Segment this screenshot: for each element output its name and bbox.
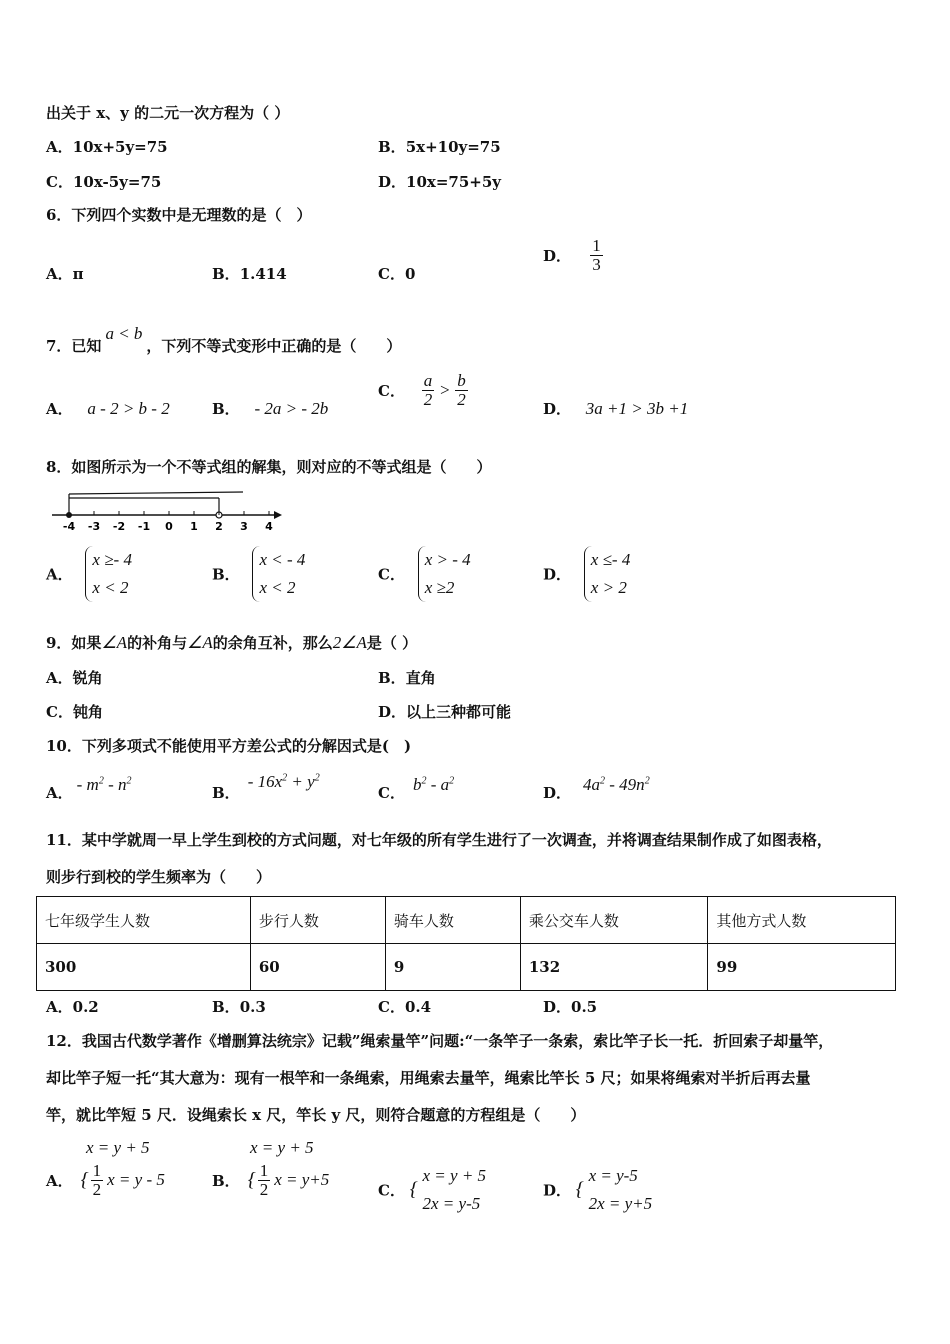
q6-option-d[interactable]: D． $\frac{1}{3}$ [543,236,601,274]
q10-option-b[interactable]: B．- $16x^2 + y^2$ [212,772,320,802]
tick-label: -3 [87,520,101,533]
q11-stem-line1: 11．某中学就周一早上学生到校的方式问题，对七年级的所有学生进行了一次调查，并将调查结果制作成了如图表格， [46,831,832,849]
q9-option-b[interactable]: B．直角 [378,669,436,687]
q11-stem-line2: 则步行到校的学生频率为（ ） [46,868,272,886]
q7-condition: a < b [105,324,143,343]
q11-option-c[interactable]: C．0.4 [378,998,432,1016]
number-line [50,488,290,534]
q5-option-c[interactable]: C．10x-5y=75 [46,173,162,191]
q12-stem-line3: 竿，就比竿短 5 尺．设绳索长 x 尺，竿长 y 尺，则符合题意的方程组是（ ） [46,1106,586,1124]
table-cell: 9 [385,944,520,991]
q11-option-a[interactable]: A．0.2 [46,998,99,1016]
q12-stem-line2: 却比竿子短一托“其大意为：现有一根竿和一条绳索，用绳索去量竿，绳索比竿长 5 尺；如果将绳索对半折后再去量 [46,1069,811,1087]
q5-stem: 出关于 x、y 的二元一次方程为（ ） [46,104,290,122]
tick-label: 1 [190,520,198,533]
table-header: 其他方式人数 [708,897,896,944]
q10-option-c[interactable]: C． $b^2 - a^2$ [378,775,455,802]
q5-option-d[interactable]: D．10x=75+5y [378,173,501,191]
q7-stem: 7．已知a < b，下列不等式变形中正确的是（ ） [46,324,402,355]
tick-label: 2 [215,520,223,533]
q9-option-a[interactable]: A．锐角 [46,669,103,687]
table-cell: 99 [708,944,896,991]
table-header: 七年级学生人数 [37,897,251,944]
q8-option-a[interactable]: A． x ≥- 4 x < 2 [46,546,132,602]
q7-option-a[interactable]: A． a - 2 > b - 2 [46,399,170,418]
q5-option-a[interactable]: A．10x+5y=75 [46,138,168,156]
q9-option-d[interactable]: D．以上三种都可能 [378,703,512,721]
q11-option-b[interactable]: B．0.3 [212,998,266,1016]
q7-option-c[interactable]: C． $\frac{a}{2}$ > $\frac{b}{2}$ [378,371,466,409]
q12-option-c[interactable]: C． { x = y + 5 2x = y-5 [378,1166,487,1213]
tick-label: 3 [240,520,248,533]
q12-option-b[interactable]: x = y + 5 B． { $\frac{1}{2}$ x = y+5 [212,1138,330,1199]
q8-option-d[interactable]: D． x ≤- 4 x > 2 [543,546,630,602]
table-header: 乘公交车人数 [520,897,708,944]
fraction: $\frac{1}{3}$ [592,236,601,274]
q6-option-b[interactable]: B．1.414 [212,265,287,283]
q8-option-b[interactable]: B． x < - 4 x < 2 [212,546,305,602]
q12-stem-line1: 12．我国古代数学著作《增删算法统宗》记载”绳索量竿”问题:“一条竿子一条索，索比竿子长一托．折回索子却量竿， [46,1032,834,1050]
table-header-row [37,897,896,944]
table-header: 步行人数 [250,897,385,944]
q7-option-b[interactable]: B． - 2a > - 2b [212,399,329,418]
table-cell: 60 [250,944,385,991]
survey-table [36,896,896,991]
table-row [37,944,896,991]
q9-stem: 9．如果∠A的补角与∠A的余角互补，那么2∠A是（ ） [46,633,418,652]
table-header: 骑车人数 [385,897,520,944]
q12-option-a[interactable]: x = y + 5 A． { $\frac{1}{2}$ x = y - 5 [46,1138,165,1199]
q6-option-c[interactable]: C．0 [378,265,416,283]
q8-stem: 8．如图所示为一个不等式组的解集，则对应的不等式组是（ ） [46,458,492,476]
tick-label: -1 [137,520,151,533]
q6-stem: 6．下列四个实数中是无理数的是（ ） [46,206,312,224]
table-cell: 300 [37,944,251,991]
q10-stem: 10．下列多项式不能使用平方差公式的分解因式是( ) [46,737,412,755]
tick-label: 0 [165,520,173,533]
q11-option-d[interactable]: D．0.5 [543,998,598,1016]
q12-option-d[interactable]: D． { x = y-5 2x = y+5 [543,1166,653,1213]
q10-option-d[interactable]: D． $4a^2 - 49n^2$ [543,775,650,802]
q6-option-a[interactable]: A．π [46,265,84,283]
tick-label: -2 [112,520,126,533]
tick-label: -4 [62,520,76,533]
q10-option-a[interactable]: A． - $m^2 - n^2$ [46,775,132,802]
tick-label: 4 [265,520,273,533]
q9-option-c[interactable]: C．钝角 [46,703,103,721]
q5-option-b[interactable]: B．5x+10y=75 [378,138,501,156]
table-cell: 132 [520,944,708,991]
q7-option-d[interactable]: D． 3a +1 > 3b +1 [543,399,689,418]
q8-option-c[interactable]: C． x > - 4 x ≥2 [378,546,471,602]
